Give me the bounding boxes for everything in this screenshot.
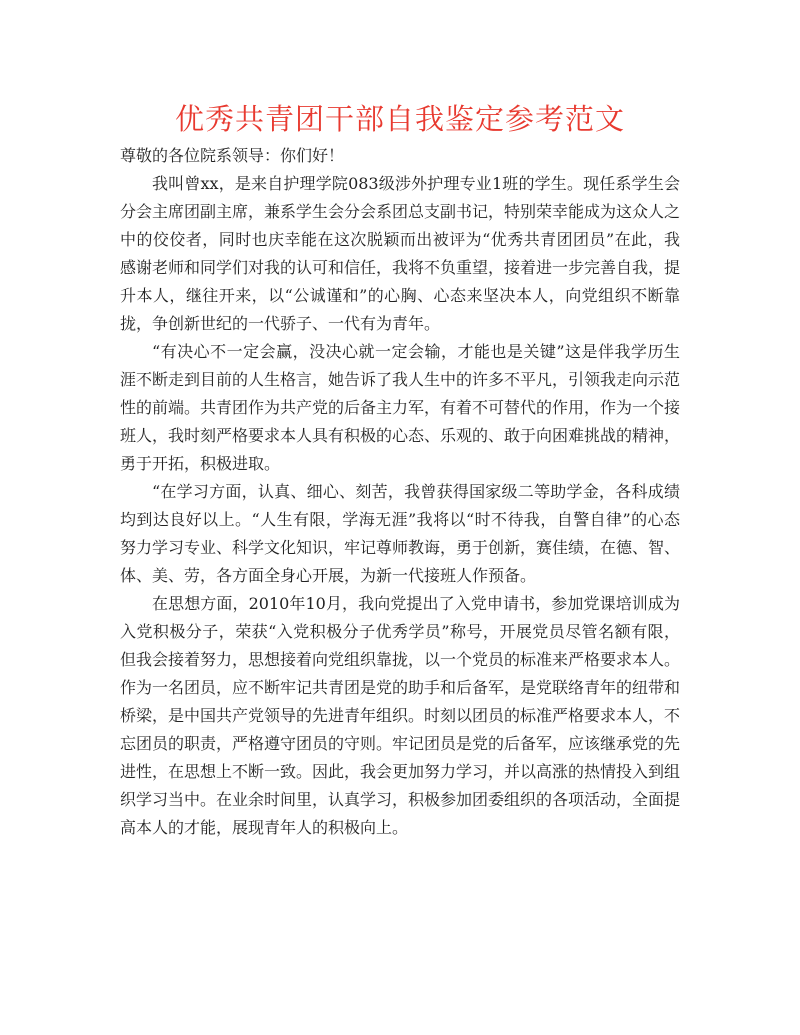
paragraph-intro: 我叫曾xx，是来自护理学院083级涉外护理专业1班的学生。现任系学生会分会主席团副主席，兼系学生会分会系团总支副书记，特别荣幸能成为这众人之中的佼佼者，同时也庆幸能在这次脱颖而出被评为“优秀共青团团员”在此，我感谢老师和同学们对我的认可和信任，我将不负重望，接着进一步完善自我，提升本人，继往开来，以“公诚谨和”的心胸、心态来坚决本人，向党组织不断靠拢，争创新世纪的一代骄子、一代有为青年。 (120, 174, 681, 333)
salutation: 尊敬的各位院系领导：你们好！ (120, 146, 345, 165)
document-body (120, 142, 680, 842)
paragraph-study: “在学习方面，认真、细心、刻苦，我曾获得国家级二等助学金，各科成绩均到达良好以上。“人生有限，学海无涯”我将以“时不待我，自警自律”的心态努力学习专业、科学文化知识，牢记尊师教诲，勇于创新，赛佳绩，在德、智、体、美、劳，各方面全身心开展，为新一代接班人作预备。 (120, 482, 681, 585)
document-title: 优秀共青团干部自我鉴定参考范文 (174, 102, 625, 136)
paragraph-ideology: 在思想方面，2010年10月，我向党提出了入党申请书，参加党课培训成为入党积极分子，荣获“入党积极分子优秀学员”称号，开展党员尽管名额有限，但我会接着努力，思想接着向党组织靠拢，以一个党员的标准来严格要求本人。作为一名团员，应不断牢记共青团是党的助手和后备军，是党联络青年的纽带和桥梁，是中国共产党领导的先进青年组织。时刻以团员的标准严格要求本人，不忘团员的职责，严格遵守团员的守则。牢记团员是党的后备军，应该继承党的先进性，在思想上不断一致。因此，我会更加努力学习，并以高涨的热情投入到组织学习当中。在业余时间里，认真学习，积极参加团委组织的各项活动，全面提高本人的才能，展现青年人的积极向上。 (120, 594, 681, 837)
paragraph-motto: “有决心不一定会赢，没决心就一定会输，才能也是关键”这是伴我学历生涯不断走到目前的人生格言，她告诉了我人生中的许多不平凡，引领我走向示范性的前端。共青团作为共产党的后备主力军，有着不可替代的作用，作为一个接班人，我时刻严格要求本人具有积极的心态、乐观的、敢于向困难挑战的精神，勇于开拓，积极进取。 (120, 342, 681, 473)
